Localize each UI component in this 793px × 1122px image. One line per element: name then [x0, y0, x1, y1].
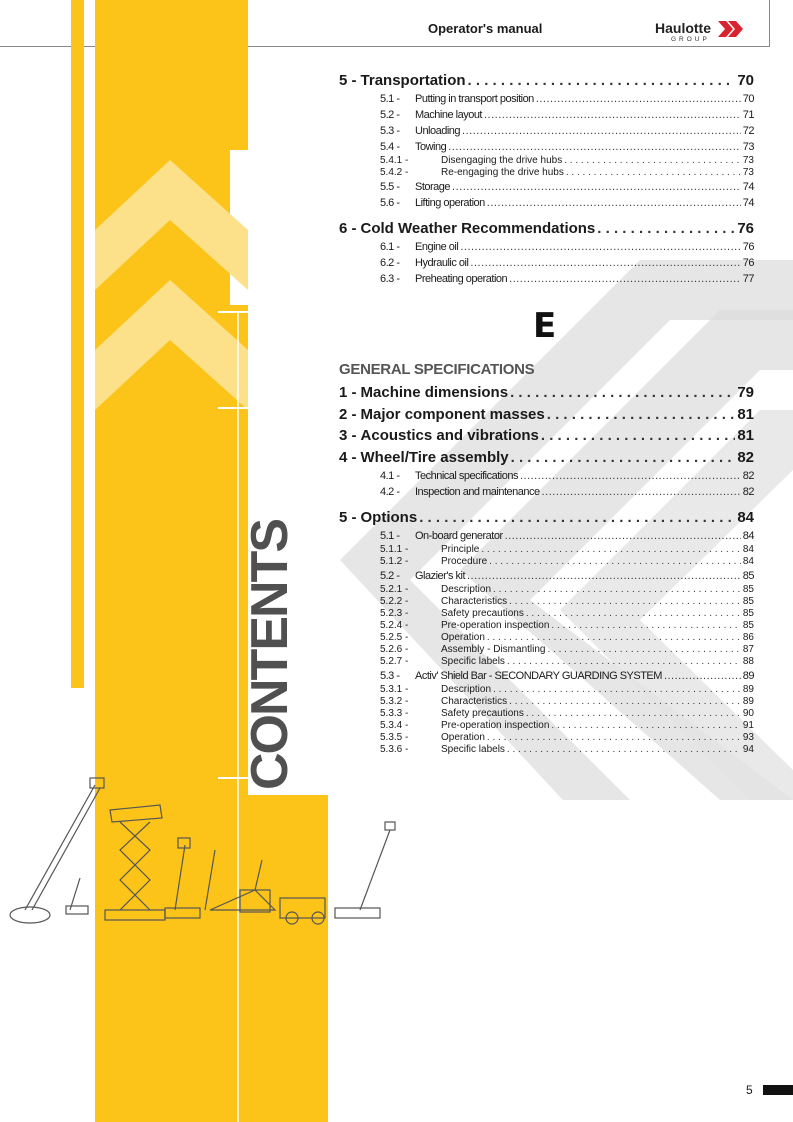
toc-leader-dots [487, 197, 741, 209]
toc-title: Characteristics [441, 595, 508, 607]
haulotte-logo [655, 20, 745, 48]
toc-leader-dots [487, 732, 741, 743]
toc-page: 74 [742, 181, 754, 193]
toc-title: Acoustics and vibrations [360, 427, 539, 444]
toc-page: 86 [742, 631, 754, 643]
logo-group: GROUP [671, 36, 710, 43]
toc-page: 81 [737, 405, 754, 423]
toc-num: 5.2.3 - [380, 607, 409, 619]
toc-page: 81 [737, 427, 754, 444]
toc-num: 5 - [339, 508, 357, 526]
toc-title: Description [441, 583, 492, 595]
toc-page: 89 [742, 695, 754, 707]
toc-leader-dots [511, 449, 736, 466]
toc-entry [339, 406, 754, 424]
toc-entry [380, 608, 754, 620]
toc-num: 5.3.5 - [380, 731, 409, 743]
machines-illustration [0, 770, 410, 940]
toc-num: 5.2.6 - [380, 643, 409, 655]
toc-entry [380, 732, 754, 744]
toc-page: 76 [742, 241, 754, 253]
toc-leader-dots [448, 141, 741, 153]
toc-title: Description [441, 683, 492, 695]
toc-leader-dots [547, 644, 740, 655]
toc-leader-dots [470, 257, 740, 269]
toc-title: Major component masses [360, 405, 545, 423]
toc-num: 5.2.7 - [380, 655, 409, 667]
toc-title: Re-engaging the drive hubs [441, 167, 564, 178]
toc-entry [380, 596, 754, 608]
toc-num: 1 - [339, 384, 357, 401]
toc-leader-dots [526, 608, 741, 619]
toc-leader-dots [551, 620, 740, 631]
toc-leader-dots [547, 406, 736, 423]
yellow-band-thin [71, 0, 84, 688]
toc-num: 5.3.1 - [380, 683, 409, 695]
toc-page: 85 [742, 607, 754, 619]
toc-title: Wheel/Tire assembly [360, 448, 509, 466]
toc-entry [380, 241, 754, 255]
toc-entry [380, 632, 754, 644]
toc-num: 5.5 - [380, 181, 400, 193]
toc-page: 76 [742, 257, 754, 269]
toc-page: 85 [742, 595, 754, 607]
toc-title: Machine dimensions [360, 384, 509, 401]
toc-title: Hydraulic oil [415, 257, 469, 269]
toc-leader-dots [526, 708, 741, 719]
toc-num: 5.4.2 - [380, 167, 409, 178]
toc-page: 85 [742, 569, 754, 582]
toc-entry [380, 708, 754, 720]
toc-leader-dots [509, 696, 741, 707]
toc-leader-dots [484, 109, 741, 121]
toc-leader-dots [487, 632, 741, 643]
toc-title: Options [360, 508, 418, 526]
toc-entry [380, 684, 754, 696]
toc-title: Glazier's kit [415, 569, 465, 582]
toc-leader-dots [481, 544, 741, 555]
toc-title: Unloading [415, 125, 461, 137]
page-number-bar [763, 1085, 793, 1095]
toc-entry [380, 141, 754, 155]
toc-leader-dots [489, 556, 741, 567]
toc-num: 5.3.3 - [380, 707, 409, 719]
toc-num: 5.2.1 - [380, 583, 409, 595]
toc-page: 82 [742, 485, 754, 498]
toc-leader-dots [541, 427, 735, 444]
toc-page: 70 [742, 93, 754, 105]
logo-name: Haulotte [655, 20, 711, 36]
toc-num: 5.3.4 - [380, 719, 409, 731]
toc-leader-dots [505, 530, 741, 542]
toc-num: 5.4.1 - [380, 155, 409, 166]
toc-page: 73 [742, 167, 754, 178]
toc-entry [380, 125, 754, 139]
toc-num: 4.2 - [380, 485, 400, 498]
toc-leader-dots [551, 720, 740, 731]
toc-page: 84 [742, 543, 754, 555]
toc-page: 72 [742, 125, 754, 137]
toc-title: Procedure [441, 555, 488, 567]
toc-num: 5.2.2 - [380, 595, 409, 607]
toc-page: 73 [742, 141, 754, 153]
toc-page: 84 [737, 508, 754, 526]
toc-title: Storage [415, 181, 451, 193]
toc-num: 5.2 - [380, 569, 400, 582]
toc-num: 5.2.4 - [380, 619, 409, 631]
toc-page: 70 [737, 72, 754, 89]
toc-leader-dots [493, 684, 741, 695]
toc-entry [380, 584, 754, 596]
toc-page: 85 [742, 583, 754, 595]
toc-title: Towing [415, 141, 447, 153]
toc-leader-dots [536, 93, 741, 105]
toc-entry [380, 544, 754, 556]
toc-title: Transportation [360, 72, 466, 89]
toc-leader-dots [509, 273, 741, 285]
toc-entry [380, 696, 754, 708]
toc-entry [380, 109, 754, 123]
toc-num: 2 - [339, 405, 357, 423]
toc-page: 89 [742, 669, 754, 682]
toc-entry [380, 197, 754, 211]
toc-leader-dots [520, 470, 741, 482]
toc-num: 5.2.5 - [380, 631, 409, 643]
toc-page: 87 [742, 643, 754, 655]
toc-title: Inspection and maintenance [415, 485, 540, 498]
toc-page: 84 [742, 529, 754, 542]
toc-num: 6.3 - [380, 273, 400, 285]
toc-num: 6 - [339, 220, 357, 237]
contents-vertical-label: CONTENTS [241, 520, 299, 790]
toc-page: 74 [742, 197, 754, 209]
toc-page: 79 [737, 384, 754, 401]
toc-leader-dots [467, 570, 741, 582]
toc-entry [339, 220, 754, 238]
section-letter: E [533, 306, 557, 346]
toc-title: Lifting operation [415, 197, 485, 209]
toc-title: Principle [441, 543, 480, 555]
toc-title: Specific labels [441, 655, 505, 667]
toc-entry [380, 620, 754, 632]
toc-title: Disengaging the drive hubs [441, 155, 563, 166]
section-title: GENERAL SPECIFICATIONS [339, 361, 535, 378]
toc-page: 84 [742, 555, 754, 567]
toc-num: 4.1 - [380, 469, 400, 482]
toc-leader-dots [493, 584, 741, 595]
toc-leader-dots [566, 167, 741, 178]
toc-leader-dots [468, 72, 736, 89]
toc-entry [380, 93, 754, 107]
toc-page: 94 [742, 743, 754, 755]
toc-leader-dots [452, 181, 741, 193]
toc-leader-dots [564, 155, 741, 166]
toc-page: 82 [737, 448, 754, 466]
toc-entry [339, 449, 754, 467]
toc-title: Activ' Shield Bar - SECONDARY GUARDING SYSTEM [415, 669, 662, 682]
toc-leader-dots [462, 125, 741, 137]
toc-leader-dots [507, 744, 741, 755]
toc-title: Cold Weather Recommendations [360, 220, 596, 237]
toc-title: Safety precautions [441, 607, 524, 619]
toc-num: 5.1 - [380, 93, 400, 105]
toc-title: Preheating operation [415, 273, 508, 285]
toc-num: 6.2 - [380, 257, 400, 269]
toc-title: Assembly - Dismantling [441, 643, 546, 655]
toc-leader-dots [507, 656, 741, 667]
toc-title: Putting in transport position [415, 93, 534, 105]
toc-num: 5.1 - [380, 529, 400, 542]
toc-num: 5.3.2 - [380, 695, 409, 707]
toc-page: 82 [742, 469, 754, 482]
toc-leader-dots [597, 220, 735, 237]
toc-page: 88 [742, 655, 754, 667]
toc-title: Operation [441, 631, 485, 643]
toc-num: 5.2 - [380, 109, 400, 121]
toc-num: 6.1 - [380, 241, 400, 253]
logo-chevron-icon [718, 21, 744, 37]
toc-num: 5.1.2 - [380, 555, 409, 567]
toc-page: 85 [742, 619, 754, 631]
toc-page: 73 [742, 155, 754, 166]
manual-title: Operator's manual [428, 21, 543, 36]
toc-num: 5.3.6 - [380, 743, 409, 755]
toc-title: On-board generator [415, 529, 503, 542]
toc-title: Specific labels [441, 743, 505, 755]
toc-entry [380, 556, 754, 568]
page-number: 5 [746, 1083, 753, 1097]
toc-entry [339, 509, 754, 527]
toc-entry [380, 273, 754, 287]
toc-entry [380, 644, 754, 656]
toc-title: Operation [441, 731, 485, 743]
toc-num: 5.1.1 - [380, 543, 409, 555]
toc-num: 4 - [339, 448, 357, 466]
toc-num: 5.3 - [380, 125, 400, 137]
toc-title: Machine layout [415, 109, 482, 121]
toc-entry [380, 257, 754, 271]
toc-num: 5.4 - [380, 141, 400, 153]
toc-page: 77 [742, 273, 754, 285]
toc-leader-dots [509, 596, 741, 607]
toc-num: 5.3 - [380, 669, 400, 682]
toc-entry [380, 181, 754, 195]
toc-title: Pre-operation inspection [441, 619, 550, 631]
toc-page: 90 [742, 707, 754, 719]
toc-entry [380, 155, 754, 167]
toc-num: 5 - [339, 72, 357, 89]
toc-leader-dots [460, 241, 740, 253]
toc-page: 93 [742, 731, 754, 743]
toc-entry [380, 744, 754, 756]
toc-entry [339, 72, 754, 90]
toc-entry [380, 720, 754, 732]
toc-entry [339, 427, 754, 445]
toc-leader-dots [542, 486, 741, 498]
toc-leader-dots [510, 384, 735, 401]
toc-page: 89 [742, 683, 754, 695]
toc-title: Pre-operation inspection [441, 719, 550, 731]
toc-num: 3 - [339, 427, 357, 444]
toc-entry [380, 670, 754, 684]
toc-leader-dots [419, 509, 735, 526]
toc-leader-dots [664, 670, 741, 682]
toc-entry [380, 656, 754, 668]
toc-entry [380, 486, 754, 500]
toc-page: 91 [742, 719, 754, 731]
toc-title: Technical specifications [415, 469, 518, 482]
toc-entry [380, 470, 754, 484]
toc-entry [380, 570, 754, 584]
toc-entry [380, 167, 754, 179]
toc-page: 71 [742, 109, 754, 121]
toc-title: Safety precautions [441, 707, 524, 719]
toc-title: Engine oil [415, 241, 459, 253]
toc-entry [380, 530, 754, 544]
toc-title: Characteristics [441, 695, 508, 707]
toc-entry [339, 384, 754, 402]
toc-page: 76 [737, 220, 754, 237]
toc-num: 5.6 - [380, 197, 400, 209]
